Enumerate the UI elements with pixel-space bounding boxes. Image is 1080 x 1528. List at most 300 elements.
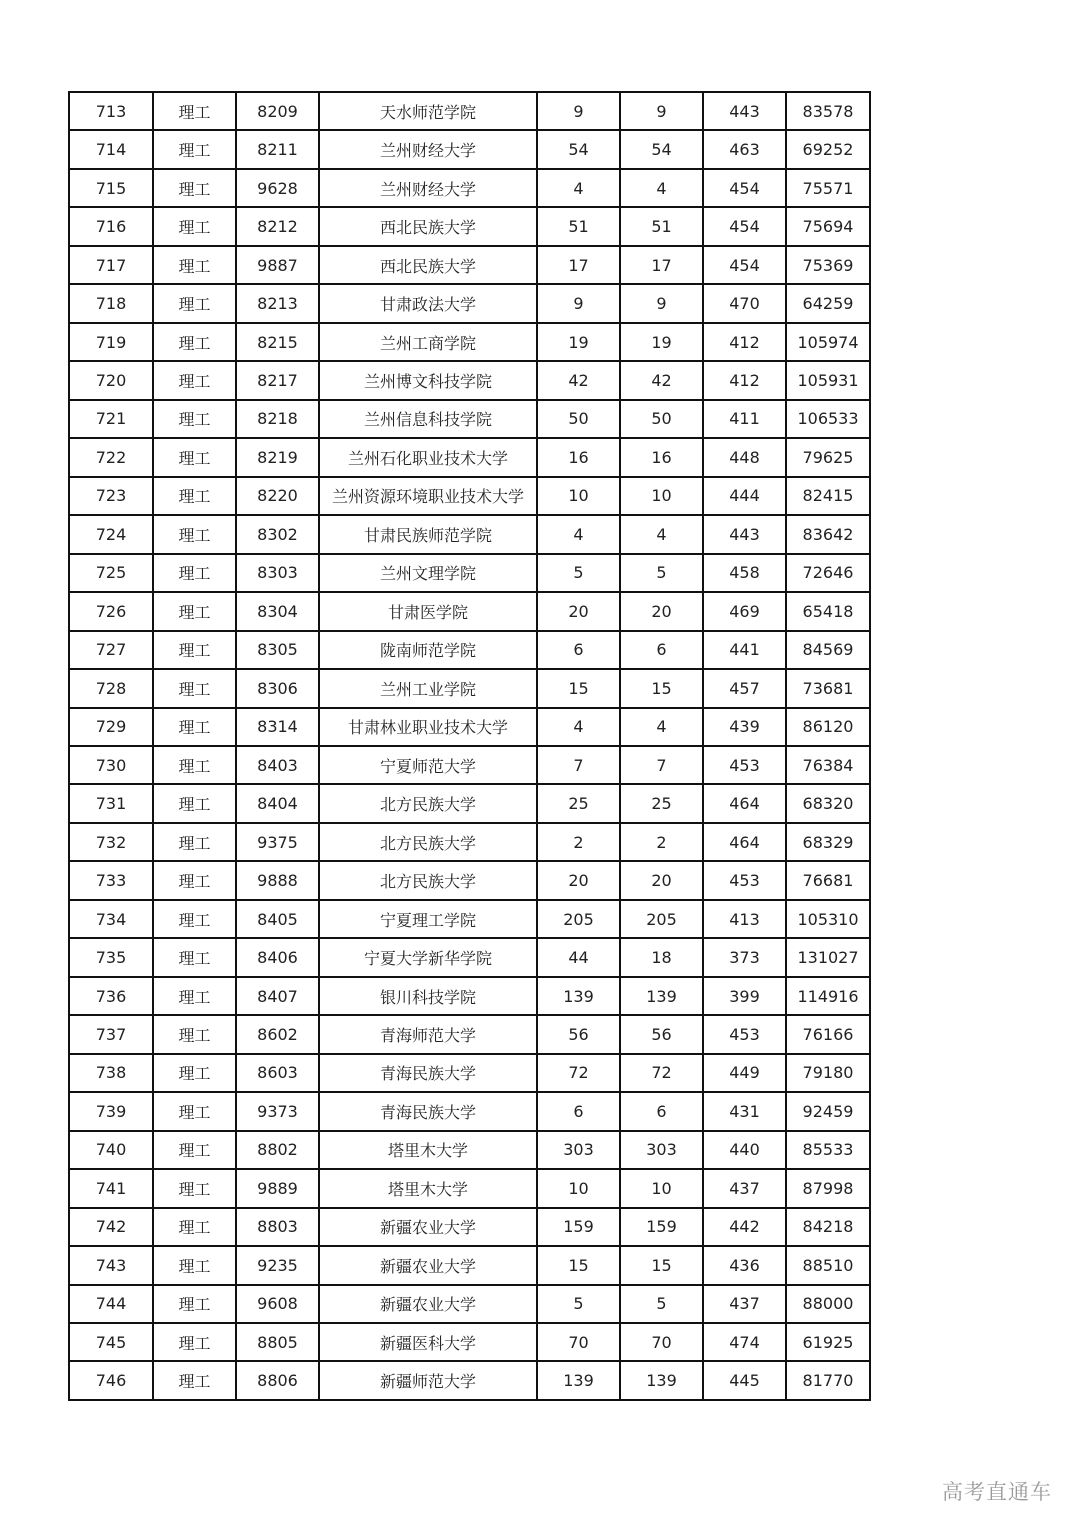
school-code-cell: 9235 (236, 1246, 319, 1284)
plan-count-cell: 25 (537, 784, 620, 822)
school-code-cell: 9628 (236, 169, 319, 207)
admitted-count-cell: 16 (620, 438, 703, 476)
plan-count-cell: 4 (537, 515, 620, 553)
school-name-cell: 新疆医科大学 (319, 1323, 537, 1361)
school-code-cell: 8219 (236, 438, 319, 476)
admitted-count-cell: 5 (620, 1285, 703, 1323)
row-number-cell: 721 (69, 400, 153, 438)
min-rank-cell: 75571 (786, 169, 870, 207)
table-row (69, 400, 870, 438)
min-score-cell: 453 (703, 861, 786, 899)
min-score-cell: 437 (703, 1285, 786, 1323)
admitted-count-cell: 5 (620, 554, 703, 592)
admitted-count-cell: 205 (620, 900, 703, 938)
min-score-cell: 399 (703, 977, 786, 1015)
school-code-cell: 8603 (236, 1054, 319, 1092)
school-name-cell: 北方民族大学 (319, 861, 537, 899)
min-rank-cell: 65418 (786, 592, 870, 630)
school-name-cell: 新疆农业大学 (319, 1285, 537, 1323)
admitted-count-cell: 6 (620, 1092, 703, 1130)
plan-count-cell: 5 (537, 554, 620, 592)
row-number-cell: 730 (69, 746, 153, 784)
category-cell: 理工 (153, 515, 236, 553)
min-rank-cell: 61925 (786, 1323, 870, 1361)
plan-count-cell: 44 (537, 938, 620, 976)
min-rank-cell: 84218 (786, 1208, 870, 1246)
category-cell: 理工 (153, 400, 236, 438)
plan-count-cell: 17 (537, 246, 620, 284)
min-score-cell: 412 (703, 361, 786, 399)
category-cell: 理工 (153, 1054, 236, 1092)
row-number-cell: 740 (69, 1131, 153, 1169)
category-cell: 理工 (153, 1092, 236, 1130)
school-name-cell: 甘肃民族师范学院 (319, 515, 537, 553)
school-code-cell: 8314 (236, 708, 319, 746)
school-name-cell: 宁夏师范大学 (319, 746, 537, 784)
plan-count-cell: 15 (537, 669, 620, 707)
plan-count-cell: 9 (537, 92, 620, 130)
table-row (69, 130, 870, 168)
admitted-count-cell: 19 (620, 323, 703, 361)
row-number-cell: 715 (69, 169, 153, 207)
admitted-count-cell: 303 (620, 1131, 703, 1169)
admitted-count-cell: 15 (620, 1246, 703, 1284)
school-name-cell: 陇南师范学院 (319, 631, 537, 669)
min-score-cell: 440 (703, 1131, 786, 1169)
school-code-cell: 8217 (236, 361, 319, 399)
school-name-cell: 新疆农业大学 (319, 1208, 537, 1246)
admitted-count-cell: 9 (620, 92, 703, 130)
row-number-cell: 733 (69, 861, 153, 899)
category-cell: 理工 (153, 861, 236, 899)
admitted-count-cell: 6 (620, 631, 703, 669)
table-row (69, 284, 870, 322)
school-name-cell: 兰州石化职业技术大学 (319, 438, 537, 476)
admitted-count-cell: 20 (620, 861, 703, 899)
admitted-count-cell: 50 (620, 400, 703, 438)
min-score-cell: 470 (703, 284, 786, 322)
school-code-cell: 8220 (236, 477, 319, 515)
plan-count-cell: 16 (537, 438, 620, 476)
row-number-cell: 716 (69, 207, 153, 245)
school-name-cell: 天水师范学院 (319, 92, 537, 130)
row-number-cell: 722 (69, 438, 153, 476)
row-number-cell: 717 (69, 246, 153, 284)
table-row (69, 746, 870, 784)
table-row (69, 1131, 870, 1169)
plan-count-cell: 4 (537, 708, 620, 746)
table-row (69, 438, 870, 476)
admitted-count-cell: 72 (620, 1054, 703, 1092)
school-name-cell: 西北民族大学 (319, 207, 537, 245)
min-score-cell: 444 (703, 477, 786, 515)
school-code-cell: 8406 (236, 938, 319, 976)
school-name-cell: 甘肃林业职业技术大学 (319, 708, 537, 746)
school-code-cell: 9375 (236, 823, 319, 861)
min-score-cell: 373 (703, 938, 786, 976)
plan-count-cell: 72 (537, 1054, 620, 1092)
min-rank-cell: 88000 (786, 1285, 870, 1323)
table-row (69, 207, 870, 245)
min-rank-cell: 76384 (786, 746, 870, 784)
row-number-cell: 735 (69, 938, 153, 976)
plan-count-cell: 42 (537, 361, 620, 399)
row-number-cell: 726 (69, 592, 153, 630)
school-code-cell: 8305 (236, 631, 319, 669)
min-score-cell: 463 (703, 130, 786, 168)
plan-count-cell: 9 (537, 284, 620, 322)
plan-count-cell: 15 (537, 1246, 620, 1284)
min-score-cell: 443 (703, 515, 786, 553)
table-row (69, 1208, 870, 1246)
plan-count-cell: 4 (537, 169, 620, 207)
row-number-cell: 724 (69, 515, 153, 553)
table-row (69, 708, 870, 746)
row-number-cell: 742 (69, 1208, 153, 1246)
min-rank-cell: 64259 (786, 284, 870, 322)
school-code-cell: 8306 (236, 669, 319, 707)
plan-count-cell: 51 (537, 207, 620, 245)
table-row (69, 323, 870, 361)
school-code-cell: 8212 (236, 207, 319, 245)
admitted-count-cell: 9 (620, 284, 703, 322)
plan-count-cell: 20 (537, 861, 620, 899)
admitted-count-cell: 25 (620, 784, 703, 822)
table-row (69, 977, 870, 1015)
school-name-cell: 新疆农业大学 (319, 1246, 537, 1284)
min-rank-cell: 68329 (786, 823, 870, 861)
min-score-cell: 411 (703, 400, 786, 438)
school-name-cell: 兰州工商学院 (319, 323, 537, 361)
admitted-count-cell: 7 (620, 746, 703, 784)
school-name-cell: 兰州信息科技学院 (319, 400, 537, 438)
min-score-cell: 443 (703, 92, 786, 130)
admitted-count-cell: 159 (620, 1208, 703, 1246)
category-cell: 理工 (153, 477, 236, 515)
school-code-cell: 8209 (236, 92, 319, 130)
school-name-cell: 塔里木大学 (319, 1131, 537, 1169)
category-cell: 理工 (153, 938, 236, 976)
school-name-cell: 塔里木大学 (319, 1169, 537, 1207)
min-rank-cell: 82415 (786, 477, 870, 515)
plan-count-cell: 10 (537, 1169, 620, 1207)
school-code-cell: 8404 (236, 784, 319, 822)
category-cell: 理工 (153, 669, 236, 707)
plan-count-cell: 19 (537, 323, 620, 361)
school-name-cell: 兰州工业学院 (319, 669, 537, 707)
plan-count-cell: 56 (537, 1015, 620, 1053)
min-score-cell: 412 (703, 323, 786, 361)
min-rank-cell: 79625 (786, 438, 870, 476)
min-rank-cell: 88510 (786, 1246, 870, 1284)
category-cell: 理工 (153, 1323, 236, 1361)
plan-count-cell: 5 (537, 1285, 620, 1323)
min-score-cell: 442 (703, 1208, 786, 1246)
table-row (69, 1361, 870, 1399)
min-rank-cell: 75694 (786, 207, 870, 245)
category-cell: 理工 (153, 438, 236, 476)
school-name-cell: 北方民族大学 (319, 784, 537, 822)
min-rank-cell: 131027 (786, 938, 870, 976)
table-row (69, 246, 870, 284)
school-code-cell: 9889 (236, 1169, 319, 1207)
admitted-count-cell: 54 (620, 130, 703, 168)
school-name-cell: 青海民族大学 (319, 1054, 537, 1092)
admitted-count-cell: 139 (620, 1361, 703, 1399)
min-rank-cell: 106533 (786, 400, 870, 438)
min-score-cell: 453 (703, 1015, 786, 1053)
min-rank-cell: 105931 (786, 361, 870, 399)
min-score-cell: 441 (703, 631, 786, 669)
plan-count-cell: 2 (537, 823, 620, 861)
admitted-count-cell: 4 (620, 169, 703, 207)
plan-count-cell: 54 (537, 130, 620, 168)
plan-count-cell: 139 (537, 1361, 620, 1399)
school-name-cell: 甘肃政法大学 (319, 284, 537, 322)
min-rank-cell: 73681 (786, 669, 870, 707)
category-cell: 理工 (153, 631, 236, 669)
plan-count-cell: 7 (537, 746, 620, 784)
school-code-cell: 8304 (236, 592, 319, 630)
school-name-cell: 甘肃医学院 (319, 592, 537, 630)
row-number-cell: 728 (69, 669, 153, 707)
plan-count-cell: 139 (537, 977, 620, 1015)
plan-count-cell: 20 (537, 592, 620, 630)
table-row (69, 92, 870, 130)
table-row (69, 823, 870, 861)
min-rank-cell: 85533 (786, 1131, 870, 1169)
min-score-cell: 445 (703, 1361, 786, 1399)
row-number-cell: 729 (69, 708, 153, 746)
table-row (69, 1169, 870, 1207)
min-rank-cell: 68320 (786, 784, 870, 822)
table-row (69, 1054, 870, 1092)
watermark: 高考直通车 (942, 1480, 1052, 1504)
row-number-cell: 727 (69, 631, 153, 669)
admitted-count-cell: 70 (620, 1323, 703, 1361)
school-code-cell: 8211 (236, 130, 319, 168)
school-code-cell: 9887 (236, 246, 319, 284)
school-code-cell: 8806 (236, 1361, 319, 1399)
category-cell: 理工 (153, 823, 236, 861)
admitted-count-cell: 10 (620, 1169, 703, 1207)
school-code-cell: 9373 (236, 1092, 319, 1130)
admitted-count-cell: 51 (620, 207, 703, 245)
school-code-cell: 8302 (236, 515, 319, 553)
row-number-cell: 725 (69, 554, 153, 592)
min-rank-cell: 72646 (786, 554, 870, 592)
table-row (69, 631, 870, 669)
min-score-cell: 474 (703, 1323, 786, 1361)
admitted-count-cell: 2 (620, 823, 703, 861)
plan-count-cell: 50 (537, 400, 620, 438)
school-name-cell: 兰州文理学院 (319, 554, 537, 592)
min-score-cell: 437 (703, 1169, 786, 1207)
min-rank-cell: 81770 (786, 1361, 870, 1399)
school-code-cell: 8803 (236, 1208, 319, 1246)
table-row (69, 1015, 870, 1053)
category-cell: 理工 (153, 900, 236, 938)
min-score-cell: 431 (703, 1092, 786, 1130)
table-row (69, 1323, 870, 1361)
min-rank-cell: 76681 (786, 861, 870, 899)
school-code-cell: 8407 (236, 977, 319, 1015)
table-row (69, 554, 870, 592)
school-code-cell: 8218 (236, 400, 319, 438)
admitted-count-cell: 139 (620, 977, 703, 1015)
table-row (69, 1092, 870, 1130)
row-number-cell: 720 (69, 361, 153, 399)
category-cell: 理工 (153, 1285, 236, 1323)
admission-table (68, 91, 871, 1401)
table-row (69, 361, 870, 399)
row-number-cell: 739 (69, 1092, 153, 1130)
table-row (69, 669, 870, 707)
category-cell: 理工 (153, 1015, 236, 1053)
category-cell: 理工 (153, 284, 236, 322)
school-code-cell: 8602 (236, 1015, 319, 1053)
min-score-cell: 464 (703, 784, 786, 822)
category-cell: 理工 (153, 246, 236, 284)
min-score-cell: 448 (703, 438, 786, 476)
school-name-cell: 宁夏大学新华学院 (319, 938, 537, 976)
admitted-count-cell: 10 (620, 477, 703, 515)
min-rank-cell: 105974 (786, 323, 870, 361)
min-score-cell: 464 (703, 823, 786, 861)
category-cell: 理工 (153, 361, 236, 399)
school-code-cell: 9608 (236, 1285, 319, 1323)
school-name-cell: 青海民族大学 (319, 1092, 537, 1130)
admitted-count-cell: 4 (620, 515, 703, 553)
min-rank-cell: 69252 (786, 130, 870, 168)
row-number-cell: 738 (69, 1054, 153, 1092)
min-score-cell: 454 (703, 207, 786, 245)
category-cell: 理工 (153, 169, 236, 207)
school-code-cell: 8805 (236, 1323, 319, 1361)
admitted-count-cell: 20 (620, 592, 703, 630)
table-row (69, 169, 870, 207)
admitted-count-cell: 15 (620, 669, 703, 707)
category-cell: 理工 (153, 92, 236, 130)
table-row (69, 1285, 870, 1323)
admitted-count-cell: 18 (620, 938, 703, 976)
min-score-cell: 453 (703, 746, 786, 784)
min-rank-cell: 79180 (786, 1054, 870, 1092)
school-name-cell: 兰州财经大学 (319, 169, 537, 207)
school-name-cell: 兰州财经大学 (319, 130, 537, 168)
school-code-cell: 8403 (236, 746, 319, 784)
row-number-cell: 732 (69, 823, 153, 861)
category-cell: 理工 (153, 708, 236, 746)
school-name-cell: 新疆师范大学 (319, 1361, 537, 1399)
category-cell: 理工 (153, 323, 236, 361)
table-row (69, 592, 870, 630)
category-cell: 理工 (153, 592, 236, 630)
school-name-cell: 兰州资源环境职业技术大学 (319, 477, 537, 515)
admitted-count-cell: 17 (620, 246, 703, 284)
school-name-cell: 北方民族大学 (319, 823, 537, 861)
admitted-count-cell: 42 (620, 361, 703, 399)
min-score-cell: 457 (703, 669, 786, 707)
school-name-cell: 兰州博文科技学院 (319, 361, 537, 399)
table-row (69, 938, 870, 976)
plan-count-cell: 159 (537, 1208, 620, 1246)
table-row (69, 477, 870, 515)
min-score-cell: 436 (703, 1246, 786, 1284)
table-row (69, 784, 870, 822)
school-code-cell: 8213 (236, 284, 319, 322)
school-name-cell: 西北民族大学 (319, 246, 537, 284)
row-number-cell: 714 (69, 130, 153, 168)
row-number-cell: 713 (69, 92, 153, 130)
min-score-cell: 439 (703, 708, 786, 746)
school-code-cell: 8802 (236, 1131, 319, 1169)
plan-count-cell: 205 (537, 900, 620, 938)
table-row (69, 515, 870, 553)
row-number-cell: 745 (69, 1323, 153, 1361)
category-cell: 理工 (153, 1361, 236, 1399)
min-rank-cell: 84569 (786, 631, 870, 669)
row-number-cell: 734 (69, 900, 153, 938)
min-score-cell: 458 (703, 554, 786, 592)
admitted-count-cell: 4 (620, 708, 703, 746)
school-code-cell: 8215 (236, 323, 319, 361)
table-body (69, 92, 870, 1400)
row-number-cell: 746 (69, 1361, 153, 1399)
table-row (69, 900, 870, 938)
plan-count-cell: 6 (537, 631, 620, 669)
admitted-count-cell: 56 (620, 1015, 703, 1053)
min-rank-cell: 75369 (786, 246, 870, 284)
school-name-cell: 银川科技学院 (319, 977, 537, 1015)
min-score-cell: 454 (703, 246, 786, 284)
category-cell: 理工 (153, 746, 236, 784)
category-cell: 理工 (153, 207, 236, 245)
school-code-cell: 8303 (236, 554, 319, 592)
row-number-cell: 723 (69, 477, 153, 515)
category-cell: 理工 (153, 1169, 236, 1207)
category-cell: 理工 (153, 1208, 236, 1246)
min-rank-cell: 105310 (786, 900, 870, 938)
plan-count-cell: 70 (537, 1323, 620, 1361)
row-number-cell: 736 (69, 977, 153, 1015)
min-rank-cell: 83642 (786, 515, 870, 553)
school-name-cell: 宁夏理工学院 (319, 900, 537, 938)
plan-count-cell: 303 (537, 1131, 620, 1169)
row-number-cell: 719 (69, 323, 153, 361)
min-score-cell: 454 (703, 169, 786, 207)
min-score-cell: 449 (703, 1054, 786, 1092)
row-number-cell: 718 (69, 284, 153, 322)
min-rank-cell: 114916 (786, 977, 870, 1015)
row-number-cell: 744 (69, 1285, 153, 1323)
min-rank-cell: 83578 (786, 92, 870, 130)
plan-count-cell: 6 (537, 1092, 620, 1130)
min-score-cell: 413 (703, 900, 786, 938)
school-name-cell: 青海师范大学 (319, 1015, 537, 1053)
table-row (69, 1246, 870, 1284)
row-number-cell: 731 (69, 784, 153, 822)
min-rank-cell: 86120 (786, 708, 870, 746)
row-number-cell: 737 (69, 1015, 153, 1053)
min-score-cell: 469 (703, 592, 786, 630)
category-cell: 理工 (153, 1131, 236, 1169)
table-row (69, 861, 870, 899)
row-number-cell: 741 (69, 1169, 153, 1207)
min-rank-cell: 92459 (786, 1092, 870, 1130)
school-code-cell: 9888 (236, 861, 319, 899)
plan-count-cell: 10 (537, 477, 620, 515)
